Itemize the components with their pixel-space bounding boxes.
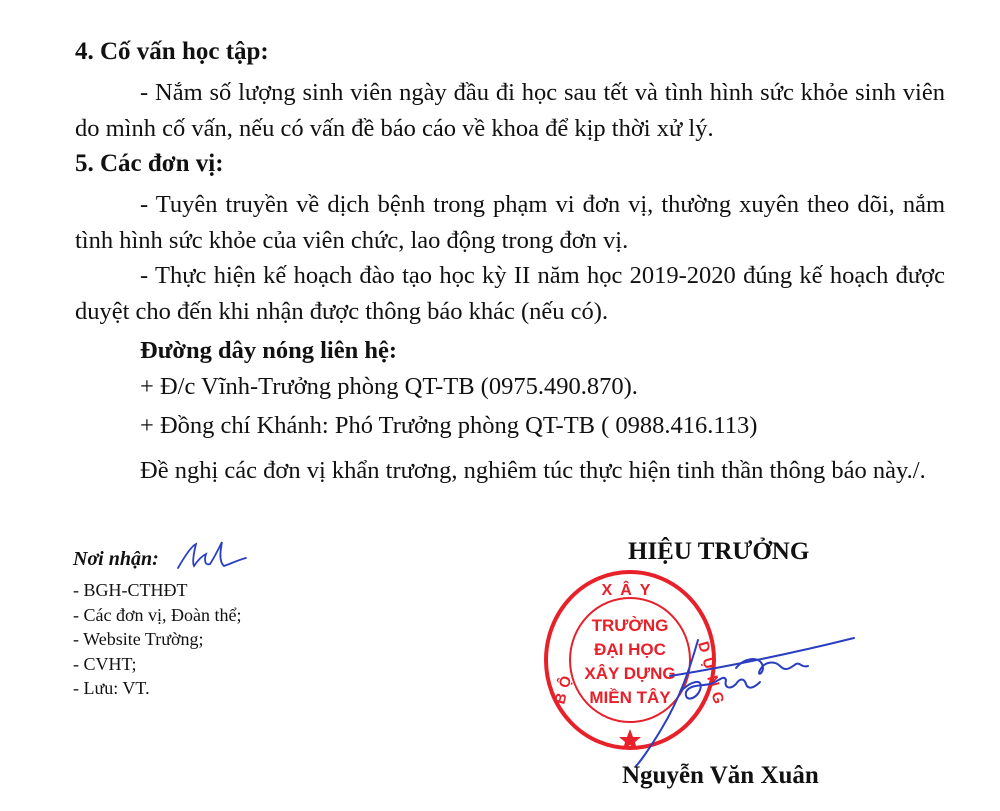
section-4-heading: 4. Cố vấn học tập: (75, 38, 269, 65)
section-4-text: - Nắm số lượng sinh viên ngày đầu đi học sau tết và tình hình sức khỏe sinh viên do mình cố vấn, nếu có vấn đề báo cáo về khoa để kịp thời xử lý. (75, 79, 945, 142)
section-5-text-1: - Tuyên truyền về dịch bệnh trong phạm vi đơn vị, thường xuyên theo dõi, nắm tình hình sức khỏe của viên chức, lao động trong đơn vị. (75, 191, 945, 254)
recipient-item: - Lưu: VT. (73, 678, 150, 698)
seal-line-4: MIỀN TÂY (589, 688, 671, 707)
hotline-contact-1: + Đ/c Vĩnh-Trưởng phòng QT-TB (0975.490.870). (140, 373, 638, 400)
closing-paragraph (75, 453, 945, 489)
recipients-list (73, 578, 241, 701)
seal-line-2: ĐẠI HỌC (594, 640, 666, 659)
recipients-title: Nơi nhận: (73, 548, 159, 570)
recipient-item: - CVHT; (73, 653, 137, 674)
initials-signature (172, 538, 252, 578)
section-5-paragraph-1 (75, 187, 945, 259)
signer-title: HIỆU TRƯỞNG (628, 538, 810, 565)
section-5-heading: 5. Các đơn vị: (75, 150, 224, 177)
section-4-paragraph (75, 75, 945, 147)
recipient-item: - BGH-CTHĐT (73, 580, 188, 600)
hotline-contact-2: + Đồng chí Khánh: Phó Trưởng phòng QT-TB ( 0988.416.113) (140, 412, 758, 439)
recipient-item: - Các đơn vị, Đoàn thể; (73, 604, 242, 625)
hotline-title: Đường dây nóng liên hệ: (140, 337, 397, 364)
seal-ring-top: XÂY (601, 582, 659, 599)
closing-text: Đề nghị các đơn vị khẩn trương, nghiêm túc thực hiện tinh thần thông báo này./. (140, 457, 926, 484)
signer-name: Nguyễn Văn Xuân (622, 762, 819, 789)
handwritten-signature (640, 628, 880, 768)
section-5-text-2: - Thực hiện kế hoạch đào tạo học kỳ II năm học 2019-2020 đúng kế hoạch được duyệt cho đến khi nhận được thông báo khác (nếu có). (75, 262, 945, 325)
seal-line-1: TRƯỜNG (591, 616, 669, 635)
recipient-item: - Website Trường; (73, 629, 204, 649)
seal-ring-left: BỘ (551, 668, 577, 707)
section-5-paragraph-2 (75, 258, 945, 330)
seal-line-3: XÂY DỰNG (584, 664, 676, 683)
seal-ring-right: DỰNG (694, 639, 729, 712)
